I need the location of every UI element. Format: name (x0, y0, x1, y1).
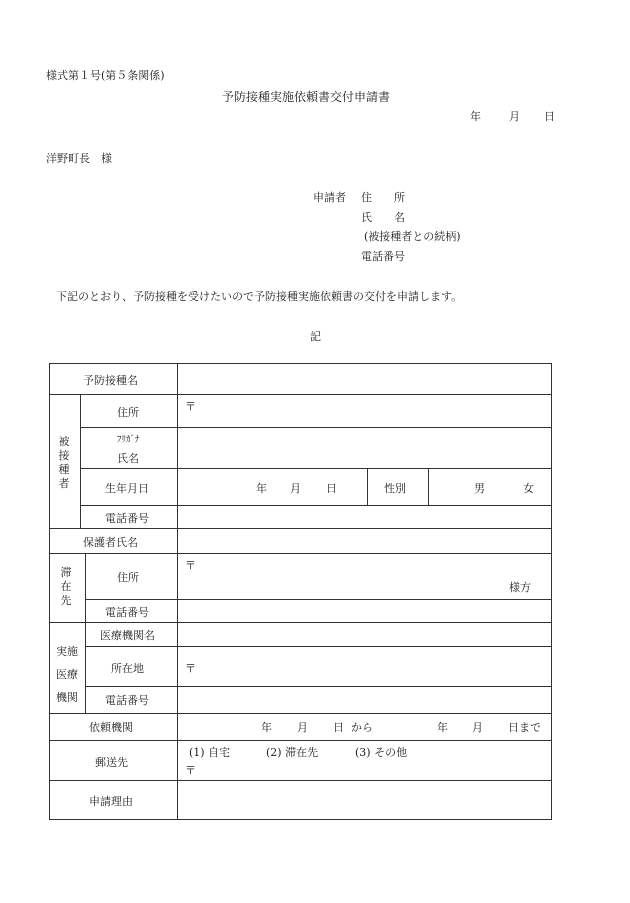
applicant-address-label: 住 所 (361, 191, 405, 204)
facility-group-divider (85, 622, 86, 713)
mail-option-stay: (2) 滞在先 (266, 746, 319, 759)
date-month-label: 月 (509, 110, 520, 123)
facility-location-label: 所在地 (111, 662, 144, 675)
care-of-label: 様方 (509, 581, 531, 594)
reason-label: 申請理由 (89, 795, 133, 808)
sex-label: 性別 (384, 482, 406, 495)
applicant-relation-label: (被接種者との続柄) (364, 230, 461, 243)
period-from-year: 年 (261, 721, 272, 734)
row-divider (49, 528, 552, 529)
vaccinee-group-divider (80, 394, 81, 528)
sex-value-divider (428, 468, 429, 505)
mail-postal-mark: 〒 (185, 764, 196, 777)
facility-group-label: 実施 医療 機関 (56, 645, 78, 704)
row-divider (49, 713, 552, 714)
page-title: 予防接種実施依頼書交付申請書 (222, 90, 391, 104)
period-to-day: 日まで (508, 721, 541, 734)
date-day-label: 日 (544, 110, 555, 123)
period-from-day: 日 (333, 721, 344, 734)
birth-day-label: 日 (326, 482, 337, 495)
applicant-name-label: 氏 名 (361, 211, 405, 224)
row-divider (85, 599, 552, 600)
stay-postal-mark: 〒 (185, 559, 196, 572)
form-number: 様式第１号(第５条関係) (46, 69, 165, 82)
mail-option-home: (1) 自宅 (189, 746, 231, 759)
vaccinee-postal-mark: 〒 (185, 400, 196, 413)
furigana-label: ﾌﾘｶﾞﾅ (117, 435, 140, 445)
ki-label: 記 (310, 330, 321, 343)
row-divider (49, 740, 552, 741)
row-divider (49, 622, 552, 623)
period-from-month: 月 (297, 721, 308, 734)
label-value-divider (177, 363, 178, 820)
request-period-label: 依頼機関 (89, 721, 133, 734)
applicant-phone-label: 電話番号 (361, 250, 405, 263)
application-table (49, 363, 552, 820)
mail-option-other: (3) その他 (355, 746, 408, 759)
table-border-top (49, 363, 552, 364)
row-divider (85, 646, 552, 647)
mail-to-label: 郵送先 (95, 756, 128, 769)
row-divider (80, 505, 552, 506)
facility-phone-label: 電話番号 (105, 694, 149, 707)
birthdate-label: 生年月日 (105, 482, 149, 495)
vaccinee-group-label: 被 接 種 者 (58, 435, 70, 490)
row-divider (80, 468, 552, 469)
vaccine-name-label: 予防接種名 (83, 374, 138, 387)
period-to-month: 月 (472, 721, 483, 734)
stay-phone-label: 電話番号 (105, 606, 149, 619)
row-divider (49, 780, 552, 781)
table-border-left (49, 363, 50, 820)
row-divider (49, 553, 552, 554)
table-border-bottom (49, 819, 552, 820)
stay-group-divider (85, 553, 86, 622)
vaccinee-address-label: 住所 (117, 406, 139, 419)
date-year-label: 年 (470, 110, 481, 123)
row-divider (85, 686, 552, 687)
row-divider (80, 427, 552, 428)
birth-year-label: 年 (256, 482, 267, 495)
facility-name-label: 医療機関名 (100, 629, 155, 642)
birth-month-label: 月 (290, 482, 301, 495)
period-to-year: 年 (437, 721, 448, 734)
sex-female-option: 女 (523, 482, 534, 495)
applicant-label: 申請者 (313, 191, 346, 204)
period-from-label: から (351, 721, 373, 734)
stay-address-label: 住所 (117, 571, 139, 584)
vaccinee-name-label: 氏名 (117, 452, 139, 465)
sex-male-option: 男 (474, 482, 485, 495)
birthdate-sex-divider (367, 468, 368, 505)
guardian-name-label: 保護者氏名 (83, 536, 138, 549)
addressee: 洋野町長 様 (46, 152, 112, 165)
facility-postal-mark: 〒 (185, 662, 196, 675)
body-text: 下記のとおり、予防接種を受けたいので予防接種実施依頼書の交付を申請します。 (56, 290, 463, 303)
stay-group-label: 滞 在 先 (60, 566, 72, 607)
row-divider (49, 394, 552, 395)
table-border-right (551, 363, 552, 820)
vaccinee-phone-label: 電話番号 (105, 512, 149, 525)
